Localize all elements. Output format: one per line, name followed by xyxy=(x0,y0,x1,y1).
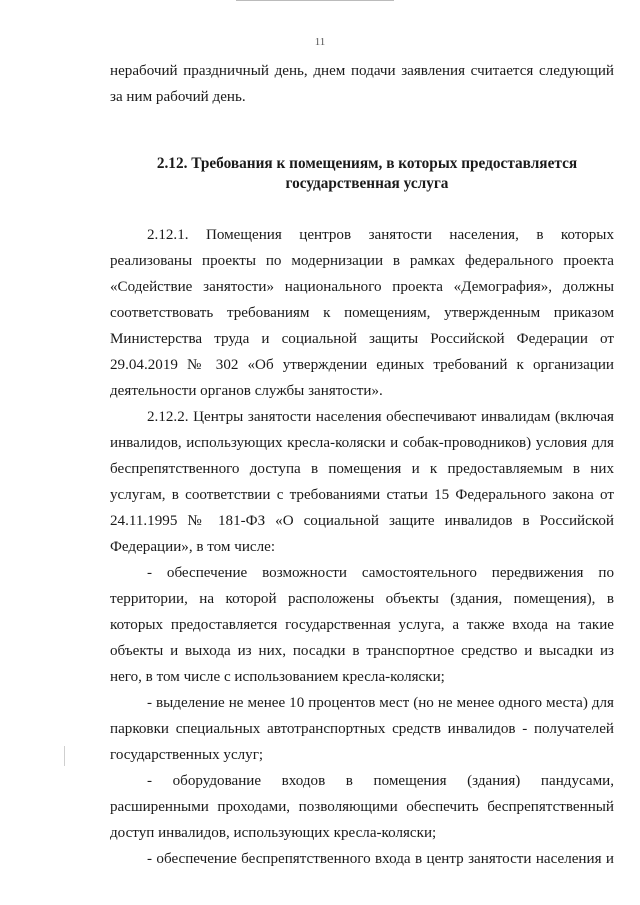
page-number: 11 xyxy=(314,36,326,48)
list-item-entrance: - обеспечение беспрепятственного входа в центр занятости населения и xyxy=(147,851,614,867)
document-body xyxy=(110,58,614,872)
intro-paragraph: нерабочий праздничный день, днем подачи заявления считается следующий за ним рабочий день. xyxy=(110,63,614,105)
list-item-parking: - выделение не менее 10 процентов мест (но не менее одного места) для парковки специальных автотранспортных средств инвалидов - получателей государственных услуг; xyxy=(110,695,614,763)
list-item-movement: - обеспечение возможности самостоятельного передвижения по территории, на которой расположены объекты (здания, помещения), в которых предоставляется государственная услуга, а также входа на такие объекты и выхода из них, посадки в транспортное средство и высадки из него, в том числе с использованием кресла-коляски; xyxy=(110,565,614,685)
scan-margin-mark xyxy=(64,746,65,766)
scan-edge-mark xyxy=(236,0,394,1)
list-item-ramps: - оборудование входов в помещения (здания) пандусами, расширенными проходами, позволяющими обеспечить беспрепятственный доступ инвалидов, использующих кресла-коляски; xyxy=(110,773,614,841)
section-heading: 2.12. Требования к помещениям, в которых предоставляется государственная услуга xyxy=(156,155,578,192)
paragraph-2-12-1: 2.12.1. Помещения центров занятости населения, в которых реализованы проекты по модернизации в рамках федерального проекта «Содействие занятости» национального проекта «Демография», должны соответствовать требованиям к помещениям, утвержденным приказом Министерства труда и социальной защиты Российской Федерации от 29.04.2019 № 302 «Об утверждении единых требований к организации деятельности органов службы занятости». xyxy=(110,227,614,399)
paragraph-2-12-2: 2.12.2. Центры занятости населения обеспечивают инвалидам (включая инвалидов, использующих кресла-коляски и собак-проводников) условия для беспрепятственного доступа в помещения и к предоставляемым в них услугам, в соответствии с требованиями статьи 15 Федерального закона от 24.11.1995 № 181-ФЗ «О социальной защите инвалидов в Российской Федерации», в том числе: xyxy=(110,409,614,555)
